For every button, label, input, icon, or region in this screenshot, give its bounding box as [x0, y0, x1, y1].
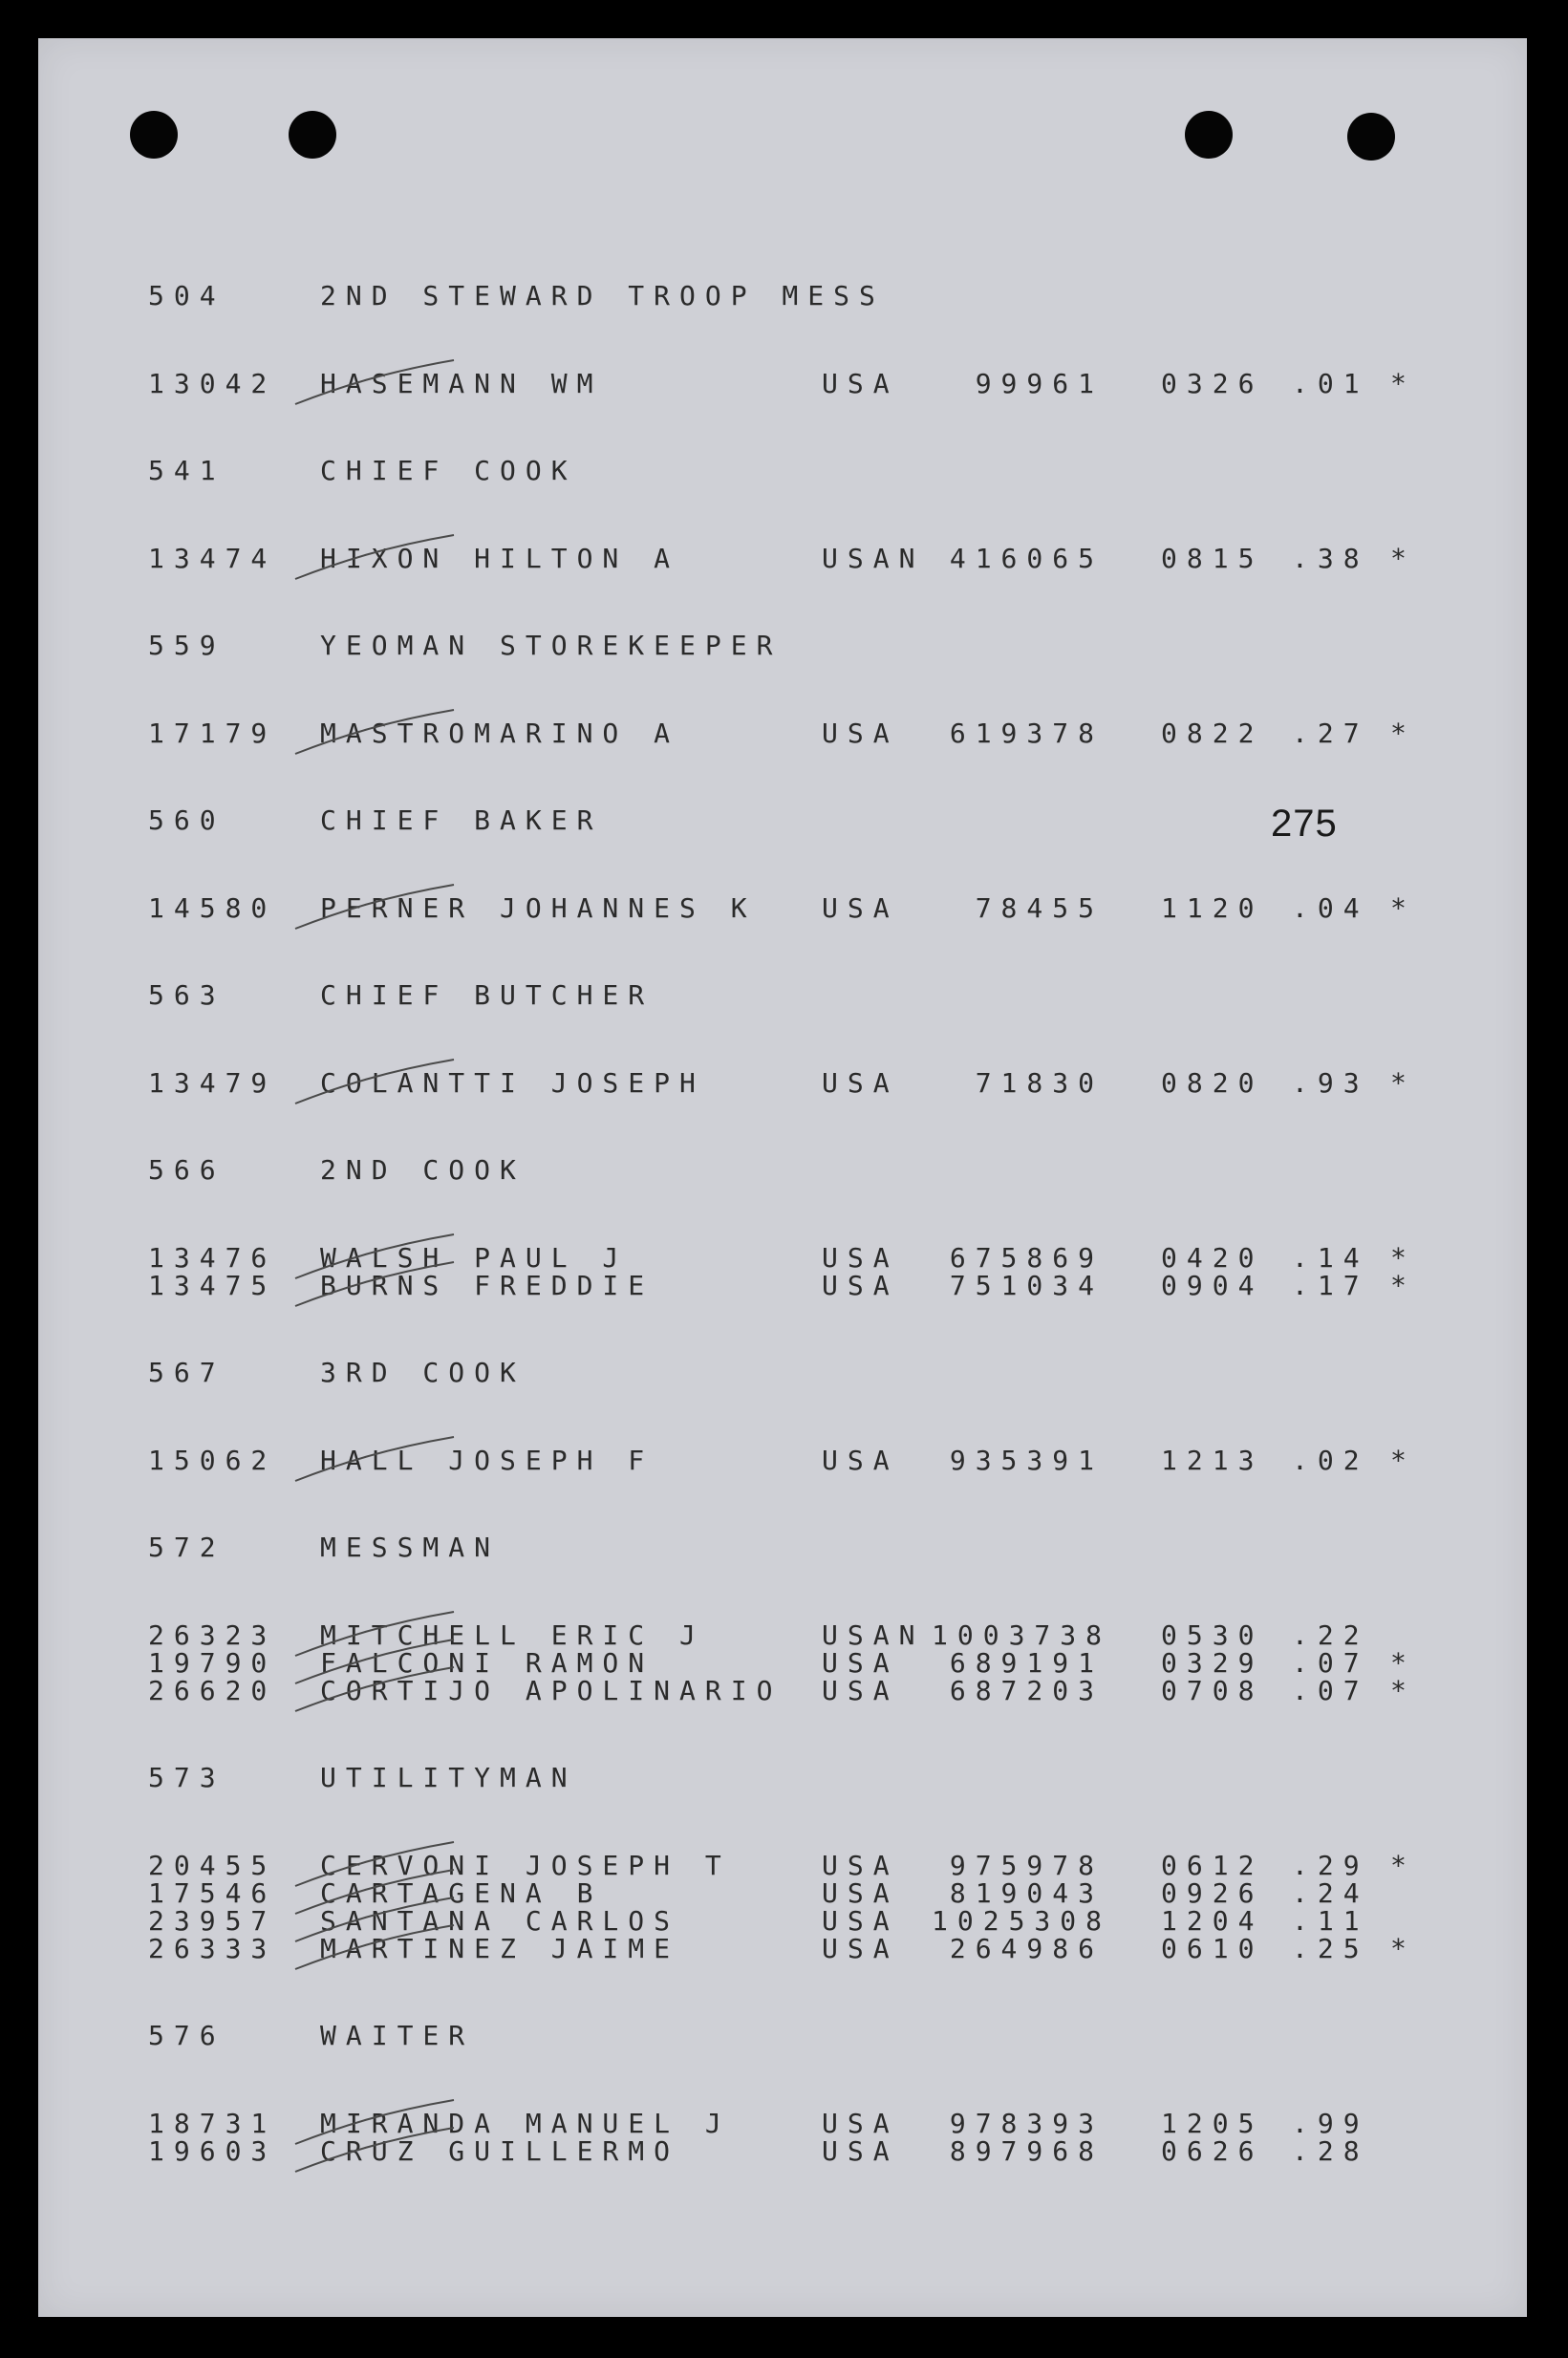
- roster-section: [148, 457, 1419, 572]
- roster-list: [148, 282, 1419, 2224]
- entry-number: 675869: [949, 1242, 1104, 1274]
- section-code: 566: [148, 1154, 226, 1186]
- entry-name: BURNS FREDDIE: [320, 1270, 655, 1301]
- entry-id: 17179: [148, 718, 277, 749]
- entry-date: 1205: [1161, 2108, 1264, 2139]
- entry-name: SANTANA CARLOS: [320, 1905, 680, 1937]
- entry-mark: *: [1390, 368, 1416, 399]
- entry-mark: *: [1390, 1445, 1416, 1476]
- section-entries: [148, 2110, 1419, 2165]
- entry-number: 819043: [949, 1877, 1104, 1909]
- entry-date: 0329: [1161, 1647, 1264, 1679]
- entry-row: [148, 719, 1419, 747]
- entry-row: [148, 1935, 1419, 1962]
- entry-number: 78455: [975, 892, 1104, 924]
- entry-rate: .14: [1292, 1242, 1369, 1274]
- entry-country: USA: [822, 1242, 899, 1274]
- entry-country: USA: [822, 2135, 899, 2167]
- entry-number: 416065: [949, 543, 1104, 574]
- entry-row: [148, 1677, 1419, 1704]
- roster-section: [148, 282, 1419, 397]
- section-title: 3RD COOK: [320, 1357, 526, 1388]
- entry-date: 1213: [1161, 1445, 1264, 1476]
- entry-number: 751034: [949, 1270, 1104, 1301]
- entry-id: 19603: [148, 2135, 277, 2167]
- document-page: [38, 38, 1527, 2317]
- entry-name: CORTIJO APOLINARIO: [320, 1675, 783, 1706]
- entry-rate: .07: [1292, 1647, 1369, 1679]
- entry-row: [148, 1649, 1419, 1677]
- section-heading: [148, 1359, 1419, 1386]
- entry-number: 975978: [949, 1850, 1104, 1881]
- entry-mark: *: [1390, 718, 1416, 749]
- entry-country: USA: [822, 718, 899, 749]
- entry-name: CERVONI JOSEPH T: [320, 1850, 731, 1881]
- entry-number: 264986: [949, 1933, 1104, 1964]
- entry-number: 978393: [949, 2108, 1104, 2139]
- entry-country: USA: [822, 1067, 899, 1099]
- section-title: CHIEF BAKER: [320, 804, 603, 836]
- entry-row: [148, 1621, 1419, 1649]
- entry-mark: *: [1390, 1675, 1416, 1706]
- entry-row: [148, 1244, 1419, 1272]
- punch-hole-icon: [289, 111, 336, 159]
- entry-date: 0530: [1161, 1619, 1264, 1651]
- section-code: 563: [148, 979, 226, 1011]
- entry-name: HIXON HILTON A: [320, 543, 680, 574]
- entry-rate: .99: [1292, 2108, 1369, 2139]
- entry-number: 1025308: [932, 1905, 1112, 1937]
- entry-id: 13479: [148, 1067, 277, 1099]
- entry-rate: .01: [1292, 368, 1369, 399]
- entry-rate: .27: [1292, 718, 1369, 749]
- section-title: UTILITYMAN: [320, 1762, 577, 1793]
- entry-number: 935391: [949, 1445, 1104, 1476]
- entry-row: [148, 545, 1419, 572]
- entry-row: [148, 1879, 1419, 1907]
- entry-mark: *: [1390, 1242, 1416, 1274]
- roster-section: [148, 1156, 1419, 1299]
- entry-date: 0610: [1161, 1933, 1264, 1964]
- entry-mark: *: [1390, 543, 1416, 574]
- roster-section: [148, 632, 1419, 747]
- entry-id: 26333: [148, 1933, 277, 1964]
- entry-rate: .11: [1292, 1905, 1369, 1937]
- section-code: 567: [148, 1357, 226, 1388]
- entry-name: HALL JOSEPH F: [320, 1445, 655, 1476]
- entry-country: USA: [822, 1850, 899, 1881]
- entry-number: 1003738: [932, 1619, 1112, 1651]
- entry-number: 99961: [975, 368, 1104, 399]
- section-heading: [148, 1764, 1419, 1791]
- entry-id: 26323: [148, 1619, 277, 1651]
- roster-section: [148, 1359, 1419, 1474]
- roster-section: [148, 1764, 1419, 1962]
- entry-id: 18731: [148, 2108, 277, 2139]
- entry-rate: .22: [1292, 1619, 1369, 1651]
- entry-id: 14580: [148, 892, 277, 924]
- entry-date: 0420: [1161, 1242, 1264, 1274]
- entry-country: USA: [822, 368, 899, 399]
- entry-date: 0708: [1161, 1675, 1264, 1706]
- entry-name: MIRANDA MANUEL J: [320, 2108, 731, 2139]
- section-entries: [148, 1069, 1419, 1097]
- entry-name: PERNER JOHANNES K: [320, 892, 757, 924]
- section-title: CHIEF COOK: [320, 455, 577, 486]
- section-title: 2ND COOK: [320, 1154, 526, 1186]
- section-title: WAITER: [320, 2020, 475, 2051]
- entry-id: 13474: [148, 543, 277, 574]
- entry-rate: .17: [1292, 1270, 1369, 1301]
- entry-id: 13042: [148, 368, 277, 399]
- entry-id: 13476: [148, 1242, 277, 1274]
- punch-hole-icon: [130, 111, 178, 159]
- section-entries: [148, 545, 1419, 572]
- section-heading: [148, 806, 1419, 834]
- entry-country: USA: [822, 1647, 899, 1679]
- entry-name: FALCONI RAMON: [320, 1647, 655, 1679]
- entry-mark: *: [1390, 1850, 1416, 1881]
- entry-date: 0626: [1161, 2135, 1264, 2167]
- entry-row: [148, 1069, 1419, 1097]
- entry-id: 19790: [148, 1647, 277, 1679]
- entry-rate: .93: [1292, 1067, 1369, 1099]
- entry-country: USAN: [822, 543, 925, 574]
- entry-rate: .28: [1292, 2135, 1369, 2167]
- entry-country: USA: [822, 892, 899, 924]
- entry-date: 0904: [1161, 1270, 1264, 1301]
- section-title: YEOMAN STOREKEEPER: [320, 630, 783, 661]
- entry-name: HASEMANN WM: [320, 368, 603, 399]
- section-heading: [148, 282, 1419, 310]
- entry-country: USA: [822, 1445, 899, 1476]
- section-heading: [148, 632, 1419, 659]
- section-entries: [148, 1447, 1419, 1474]
- entry-row: [148, 894, 1419, 922]
- entry-row: [148, 1852, 1419, 1879]
- entry-row: [148, 370, 1419, 397]
- entry-mark: *: [1390, 892, 1416, 924]
- entry-country: USAN: [822, 1619, 925, 1651]
- entry-mark: *: [1390, 1067, 1416, 1099]
- section-entries: [148, 1852, 1419, 1962]
- entry-id: 26620: [148, 1675, 277, 1706]
- section-code: 572: [148, 1532, 226, 1563]
- entry-number: 71830: [975, 1067, 1104, 1099]
- entry-rate: .29: [1292, 1850, 1369, 1881]
- entry-date: 0815: [1161, 543, 1264, 574]
- section-title: MESSMAN: [320, 1532, 501, 1563]
- entry-id: 17546: [148, 1877, 277, 1909]
- entry-date: 0612: [1161, 1850, 1264, 1881]
- section-title: 2ND STEWARD TROOP MESS: [320, 280, 885, 311]
- section-code: 504: [148, 280, 226, 311]
- section-heading: [148, 981, 1419, 1009]
- entry-name: MITCHELL ERIC J: [320, 1619, 705, 1651]
- entry-number: 897968: [949, 2135, 1104, 2167]
- entry-country: USA: [822, 1933, 899, 1964]
- entry-date: 1204: [1161, 1905, 1264, 1937]
- entry-mark: *: [1390, 1270, 1416, 1301]
- section-entries: [148, 719, 1419, 747]
- entry-name: CRUZ GUILLERMO: [320, 2135, 680, 2167]
- section-heading: [148, 1156, 1419, 1184]
- entry-row: [148, 1907, 1419, 1935]
- section-code: 573: [148, 1762, 226, 1793]
- roster-section: [148, 806, 1419, 922]
- entry-mark: *: [1390, 1647, 1416, 1679]
- entry-country: USA: [822, 1270, 899, 1301]
- entry-number: 687203: [949, 1675, 1104, 1706]
- entry-rate: .07: [1292, 1675, 1369, 1706]
- entry-id: 15062: [148, 1445, 277, 1476]
- entry-rate: .25: [1292, 1933, 1369, 1964]
- entry-number: 689191: [949, 1647, 1104, 1679]
- entry-row: [148, 2110, 1419, 2137]
- entry-rate: .38: [1292, 543, 1369, 574]
- section-entries: [148, 1621, 1419, 1704]
- punch-hole-icon: [1347, 113, 1395, 161]
- entry-id: 20455: [148, 1850, 277, 1881]
- entry-country: USA: [822, 1675, 899, 1706]
- entry-name: COLANTTI JOSEPH: [320, 1067, 705, 1099]
- entry-date: 1120: [1161, 892, 1264, 924]
- roster-section: [148, 981, 1419, 1097]
- roster-section: [148, 2022, 1419, 2165]
- entry-country: USA: [822, 2108, 899, 2139]
- entry-country: USA: [822, 1905, 899, 1937]
- entry-row: [148, 1447, 1419, 1474]
- section-code: 576: [148, 2020, 226, 2051]
- entry-rate: .24: [1292, 1877, 1369, 1909]
- entry-row: [148, 2137, 1419, 2165]
- entry-number: 619378: [949, 718, 1104, 749]
- entry-rate: .04: [1292, 892, 1369, 924]
- section-code: 559: [148, 630, 226, 661]
- entry-name: CARTAGENA B: [320, 1877, 603, 1909]
- entry-name: MARTINEZ JAIME: [320, 1933, 680, 1964]
- section-code: 541: [148, 455, 226, 486]
- entry-rate: .02: [1292, 1445, 1369, 1476]
- entry-name: WALSH PAUL J: [320, 1242, 629, 1274]
- entry-id: 13475: [148, 1270, 277, 1301]
- section-heading: [148, 1533, 1419, 1561]
- roster-section: [148, 1533, 1419, 1704]
- section-entries: [148, 370, 1419, 397]
- entry-row: [148, 1272, 1419, 1299]
- entry-country: USA: [822, 1877, 899, 1909]
- entry-name: MASTROMARINO A: [320, 718, 680, 749]
- section-heading: [148, 2022, 1419, 2049]
- section-code: 560: [148, 804, 226, 836]
- entry-id: 23957: [148, 1905, 277, 1937]
- entry-mark: *: [1390, 1933, 1416, 1964]
- page-number: 275: [1271, 803, 1338, 845]
- section-title: CHIEF BUTCHER: [320, 979, 655, 1011]
- entry-date: 0926: [1161, 1877, 1264, 1909]
- section-entries: [148, 894, 1419, 922]
- entry-date: 0822: [1161, 718, 1264, 749]
- entry-date: 0326: [1161, 368, 1264, 399]
- entry-date: 0820: [1161, 1067, 1264, 1099]
- section-heading: [148, 457, 1419, 484]
- section-entries: [148, 1244, 1419, 1299]
- punch-hole-icon: [1185, 111, 1233, 159]
